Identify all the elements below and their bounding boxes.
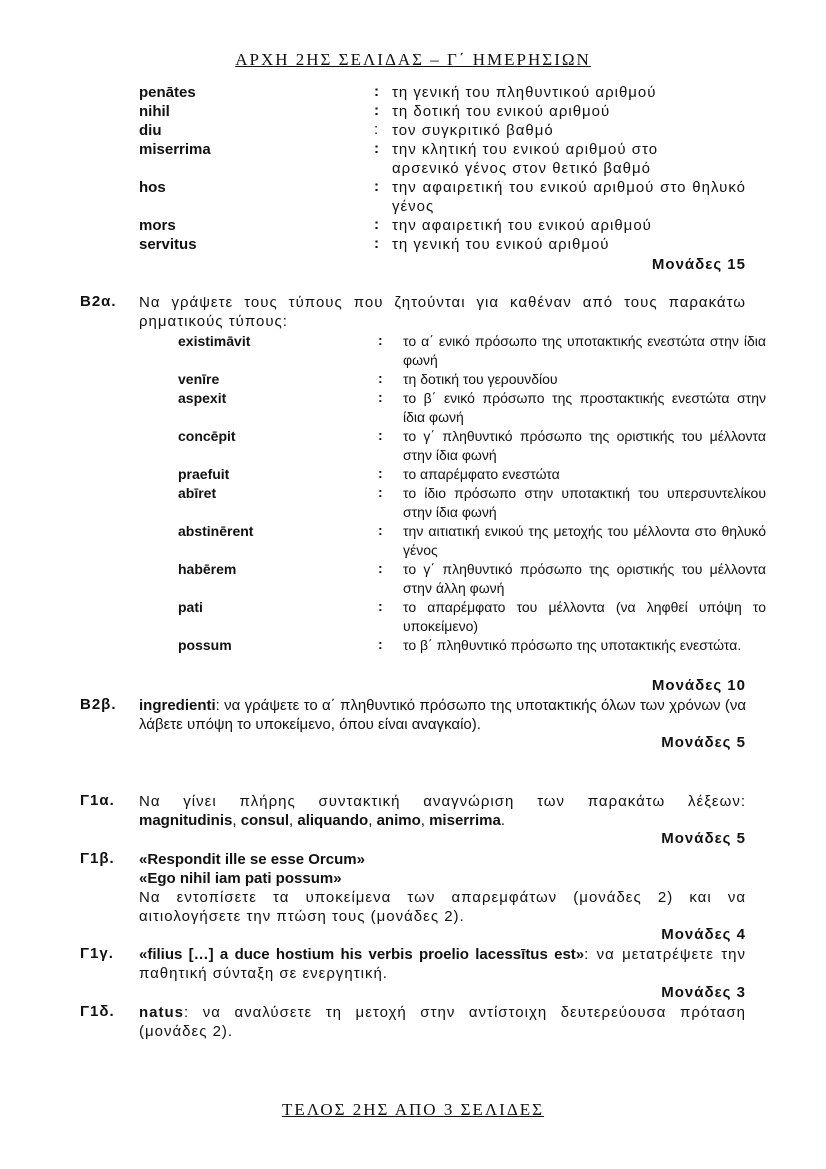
g1c-text bbox=[139, 945, 746, 983]
b2a-units: Μονάδες 10 bbox=[651, 677, 746, 694]
b2a-intro: Να γράψετε τους τύπους που ζητούνται για καθέναν από τους παρακάτω ρηματικούς τύπους: bbox=[139, 294, 746, 330]
b1-colon: : bbox=[374, 83, 379, 100]
b1-colon: : bbox=[374, 140, 379, 157]
b2a-label: Β2α. bbox=[80, 293, 117, 310]
g1a-word: magnitudinis bbox=[139, 812, 233, 829]
b2a-desc: το απαρέμφατο ενεστώτα bbox=[403, 466, 560, 482]
b1-colon: : bbox=[374, 178, 379, 195]
b1-desc: τη δοτική του ενικού αριθμού bbox=[392, 103, 611, 120]
b2a-word: venīre bbox=[178, 371, 220, 387]
g1c-units: Μονάδες 3 bbox=[661, 984, 746, 1001]
b2a-colon: : bbox=[378, 560, 383, 576]
g1d-word: natus bbox=[139, 1004, 185, 1021]
b2a-word: abīret bbox=[178, 485, 217, 501]
b2a-colon: : bbox=[378, 598, 383, 614]
g1b-quote-1: «Respondit ille se esse Orcum» bbox=[139, 851, 365, 868]
b2a-word: existimāvit bbox=[178, 333, 251, 349]
g1c-instruction: : να μετατρέψετε την παθητική σύνταξη σε ενεργητική. bbox=[139, 946, 746, 982]
b2a-desc: το απαρέμφατο του μέλλοντα (να ληφθεί υπόψη το υποκείμενο) bbox=[403, 599, 766, 634]
b2a-desc: το α΄ ενικό πρόσωπο της υποτακτικής ενεστώτα στην ίδια φωνή bbox=[403, 333, 766, 368]
b2b-units: Μονάδες 5 bbox=[661, 734, 746, 751]
b2a-desc: τη δοτική του γερουνδίου bbox=[403, 371, 558, 387]
page-footer: ΤΕΛΟΣ 2ΗΣ ΑΠΟ 3 ΣΕΛΙΔΕΣ bbox=[281, 1100, 545, 1119]
g1a-sep: , bbox=[289, 812, 294, 829]
b2a-desc: το γ΄ πληθυντικό πρόσωπο της οριστικής του μέλλοντα στην ίδια φωνή bbox=[403, 428, 766, 463]
b2a-word: habērem bbox=[178, 561, 237, 577]
b2a-colon: : bbox=[378, 636, 383, 652]
g1a-sep: , bbox=[232, 812, 237, 829]
g1b-text: Να εντοπίσετε τα υποκείμενα των απαρεμφάτων (μονάδες 2) και να αιτιολογήσετε την πτώση τους (μονάδες 2). bbox=[139, 889, 746, 925]
b1-desc: την αφαιρετική του ενικού αριθμού στο θηλυκό γένος bbox=[392, 179, 746, 215]
b2a-word: praefuit bbox=[178, 466, 230, 482]
b1-word: mors bbox=[139, 217, 176, 234]
b2a-word: pati bbox=[178, 599, 203, 615]
b2b-word: ingredienti bbox=[139, 697, 216, 714]
b1-units: Μονάδες 15 bbox=[651, 256, 746, 273]
g1c-label: Γ1γ. bbox=[80, 945, 114, 962]
page-header: ΑΡΧΗ 2ΗΣ ΣΕΛΙΔΑΣ – Γ΄ ΗΜΕΡΗΣΙΩΝ bbox=[235, 50, 591, 69]
b1-desc: την αφαιρετική του ενικού αριθμού bbox=[392, 217, 652, 234]
b1-word: servitus bbox=[139, 236, 197, 253]
b2a-desc: το γ΄ πληθυντικό πρόσωπο της οριστικής του μέλλοντα στην άλλη φωνή bbox=[403, 561, 766, 596]
b2a-colon: : bbox=[378, 522, 383, 538]
g1b-units: Μονάδες 4 bbox=[661, 926, 746, 943]
b2a-word: abstinērent bbox=[178, 523, 254, 539]
g1d-label: Γ1δ. bbox=[80, 1003, 115, 1020]
b2b-instruction: : να γράψετε το α΄ πληθυντικό πρόσωπο της υποτακτικής όλων των χρόνων (να λάβετε υπόψη το υποκείμενο, όπου είναι αναγκαίο). bbox=[139, 697, 746, 733]
b1-desc: τον συγκριτικό βαθμό bbox=[392, 122, 554, 139]
g1a-sep: , bbox=[420, 812, 425, 829]
b1-word: diu bbox=[139, 122, 162, 139]
b2a-desc: το ίδιο πρόσωπο στην υποτακτική του υπερσυντελίκου στην ίδια φωνή bbox=[403, 485, 766, 520]
b1-colon: : bbox=[374, 235, 379, 252]
b2a-colon: : bbox=[378, 484, 383, 500]
g1a-text: Να γίνει πλήρης συντακτική αναγνώριση των παρακάτω λέξεων: bbox=[139, 793, 746, 810]
g1b-quote-2: «Ego nihil iam pati possum» bbox=[139, 870, 342, 887]
g1a-word: animo bbox=[376, 812, 421, 829]
b1-colon: : bbox=[374, 121, 379, 138]
g1a-units: Μονάδες 5 bbox=[661, 830, 746, 847]
b1-colon: : bbox=[374, 102, 379, 119]
g1a-word: miserrima bbox=[429, 812, 501, 829]
b1-desc: την κλητική του ενικού αριθμού στο αρσενικό γένος στον θετικό βαθμό bbox=[392, 141, 659, 177]
b1-word: penātes bbox=[139, 84, 196, 101]
b1-colon: : bbox=[374, 216, 379, 233]
g1a-word: aliquando bbox=[297, 812, 369, 829]
g1a-end: . bbox=[500, 812, 505, 829]
g1d-text bbox=[139, 1003, 746, 1041]
b2a-colon: : bbox=[378, 332, 383, 348]
b2a-colon: : bbox=[378, 427, 383, 443]
g1d-instruction: : να αναλύσετε τη μετοχή στην αντίστοιχη δευτερεύουσα πρόταση (μονάδες 2). bbox=[139, 1004, 746, 1040]
b2a-desc: την αιτιατική ενικού της μετοχής του μέλλοντα στο θηλυκό γένος bbox=[403, 523, 766, 558]
b1-word: nihil bbox=[139, 103, 170, 120]
b2a-word: concēpit bbox=[178, 428, 236, 444]
b2a-word: aspexit bbox=[178, 390, 227, 406]
b1-desc: τη γενική του ενικού αριθμού bbox=[392, 236, 610, 253]
g1a-words bbox=[139, 811, 746, 830]
b1-desc: τη γενική του πληθυντικού αριθμού bbox=[392, 84, 657, 101]
b2a-colon: : bbox=[378, 370, 383, 386]
b2b-text bbox=[139, 696, 746, 734]
b2b-label: Β2β. bbox=[80, 696, 117, 713]
g1c-quote: «filius […] a duce hostium his verbis proelio lacessītus est» bbox=[139, 946, 585, 963]
b1-word: hos bbox=[139, 179, 166, 196]
b1-word: miserrima bbox=[139, 141, 211, 158]
b2a-colon: : bbox=[378, 389, 383, 405]
g1a-label: Γ1α. bbox=[80, 792, 115, 809]
g1a-word: consul bbox=[240, 812, 290, 829]
g1b-label: Γ1β. bbox=[80, 850, 115, 867]
b2a-desc: το β΄ πληθυντικό πρόσωπο της υποτακτικής ενεστώτα. bbox=[403, 637, 742, 653]
g1a-sep: , bbox=[368, 812, 373, 829]
b2a-colon: : bbox=[378, 465, 383, 481]
b2a-desc: το β΄ ενικό πρόσωπο της προστακτικής ενεστώτα στην ίδια φωνή bbox=[403, 390, 766, 425]
b2a-word: possum bbox=[178, 637, 232, 653]
